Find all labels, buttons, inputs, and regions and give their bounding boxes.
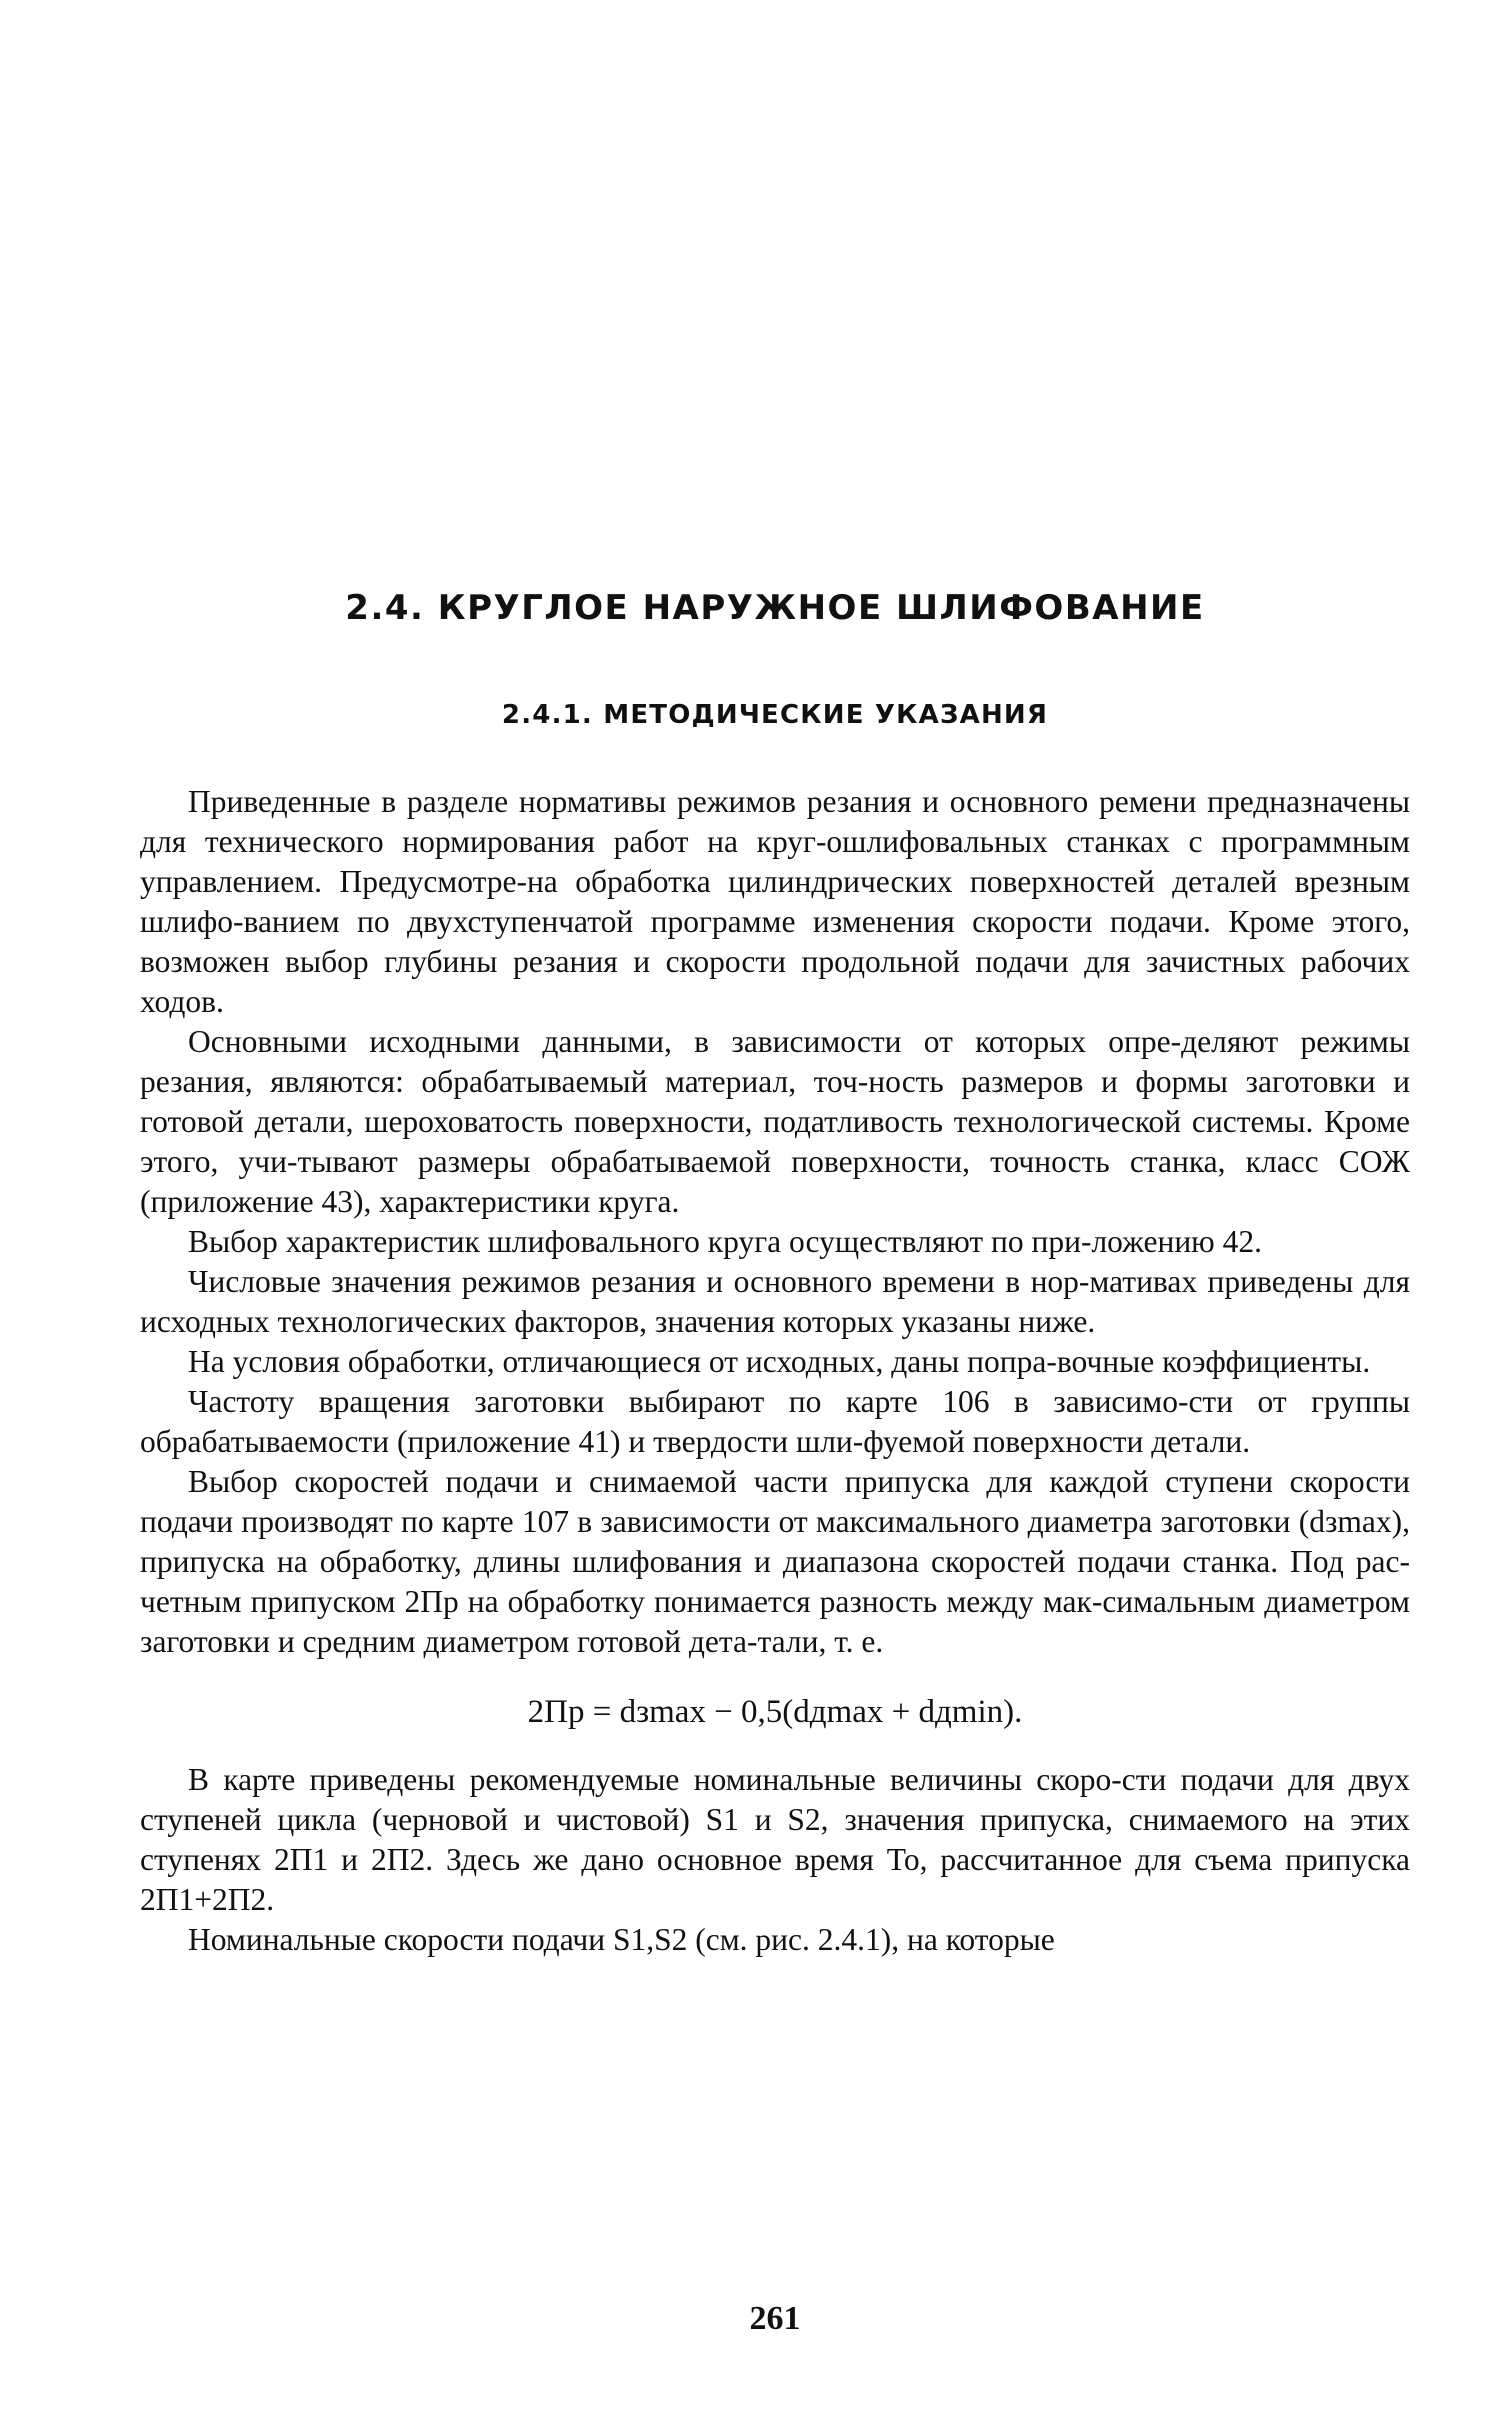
paragraph: Выбор характеристик шлифовального круга осуществляют по при-ложению 42. xyxy=(188,1224,1262,1259)
paragraph: Числовые значения режимов резания и основного времени в нор-мативах приведены для исходных технологических факторов, значения которых указаны ниже. xyxy=(140,1264,1410,1339)
paragraph: Номинальные скорости подачи S1,S2 (см. рис. 2.4.1), на которые xyxy=(188,1922,1055,1957)
paragraph: В карте приведены рекомендуемые номинальные величины скоро-сти подачи для двух ступеней цикла (черновой и чистовой) S1 и S2, значения припуска, снимаемого на этих ступенях 2П1 и 2П2. Здесь же дано основное время To, рассчитанное для съема припуска 2П1+2П2. xyxy=(140,1762,1410,1917)
body-text xyxy=(140,782,1410,1960)
subsection-title: 2.4.1. МЕТОДИЧЕСКИЕ УКАЗАНИЯ xyxy=(501,700,1049,730)
paragraph: Выбор скоростей подачи и снимаемой части припуска для каждой ступени скорости подачи производят по карте 107 в зависимости от максимального диаметра заготовки (dзmax), припуска на обработку, длины шлифования и диапазона скоростей подачи станка. Под рас-четным припуском 2Пр на обработку понимается разность между мак-симальным диаметром заготовки и средним диаметром готовой дета-тали, т. е. xyxy=(140,1464,1410,1659)
paragraph: На условия обработки, отличающиеся от исходных, даны попра-вочные коэффициенты. xyxy=(188,1344,1371,1379)
page-number: 261 xyxy=(749,2300,801,2337)
allowance-formula: 2Пр = dзmax − 0,5(dдmax + dдmin). xyxy=(527,1694,1023,1730)
paragraph: Частоту вращения заготовки выбирают по карте 106 в зависимо-сти от группы обрабатываемости (приложение 41) и твердости шли-фуемой поверхности детали. xyxy=(140,1384,1410,1459)
paragraph: Приведенные в разделе нормативы режимов резания и основного ремени предназначены для технического нормирования работ на круг-ошлифовальных станках с программным управлением. Предусмотре-на обработка цилиндрических поверхностей деталей врезным шлифо-ванием по двухступенчатой программе изменения скорости подачи. Кроме этого, возможен выбор глубины резания и скорости продольной подачи для зачистных рабочих ходов. xyxy=(140,784,1410,1019)
section-title: 2.4. КРУГЛОЕ НАРУЖНОЕ ШЛИФОВАНИЕ xyxy=(345,588,1205,628)
paragraph: Основными исходными данными, в зависимости от которых опре-деляют режимы резания, являются: обрабатываемый материал, точ-ность размеров и формы заготовки и готовой детали, шероховатость поверхности, податливость технологической системы. Кроме этого, учи-тывают размеры обрабатываемой поверхности, точность станка, класс СОЖ (приложение 43), характеристики круга. xyxy=(140,1024,1410,1219)
